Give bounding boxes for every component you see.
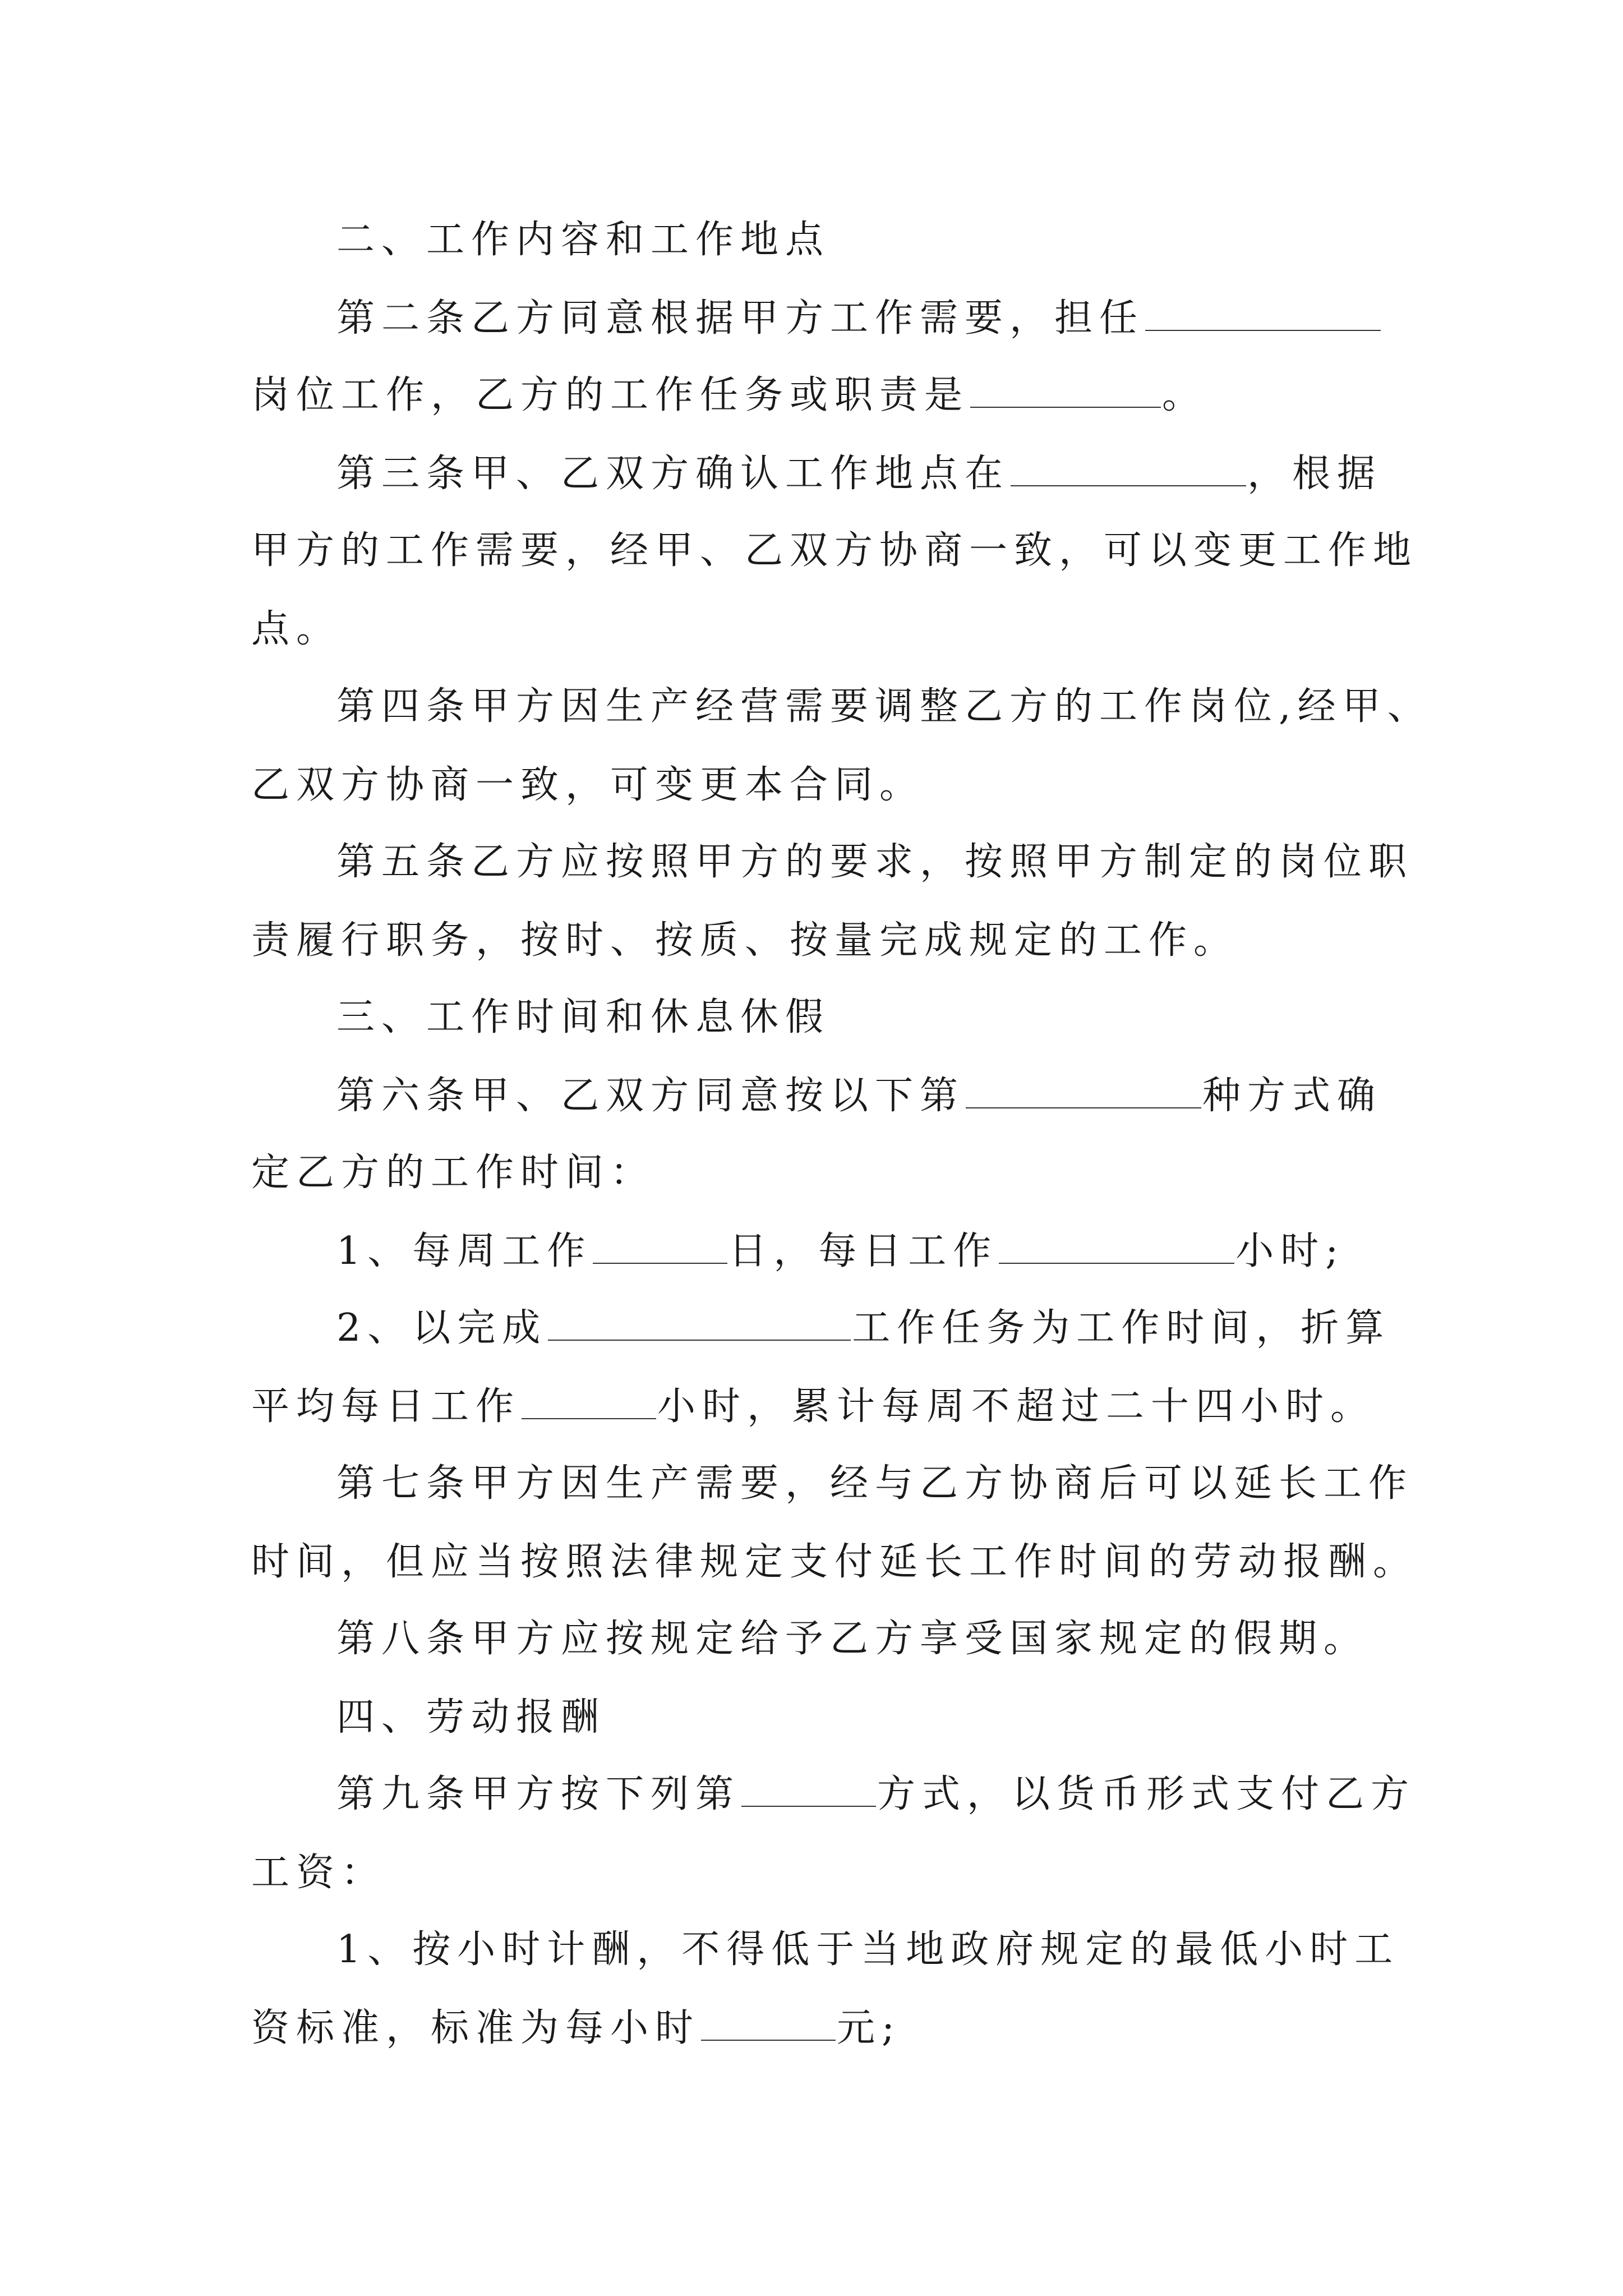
- article-3-line-2: 甲方的工作需要，经甲、乙双方协商一致，可以变更工作地: [251, 528, 1418, 573]
- article-6-line-2: 定乙方的工作时间：: [251, 1151, 656, 1195]
- article-5-line-1: 第五条乙方应按照甲方的要求，按照甲方制定的岗位职: [336, 840, 1414, 884]
- article-7-line-1: 第七条甲方因生产需要，经与乙方协商后可以延长工作: [336, 1461, 1414, 1506]
- article-4-line-1: 第四条甲方因生产经营需要调整乙方的工作岗位,经甲、: [336, 684, 1432, 729]
- schedule-option-2-line-1: 2、以完成 工作任务为工作时间，折算: [0, 1295, 1623, 1362]
- pay-option-1-line-2: 资标准，标准为每小时 元;: [0, 1995, 1623, 2062]
- article-9-line-2: 工资：: [251, 1851, 386, 1895]
- fill-in-blank[interactable]: [701, 2001, 836, 2041]
- fill-in-blank[interactable]: [548, 1301, 851, 1341]
- schedule-option-1: 1、每周工作 日，每日工作 小时;: [0, 1218, 1623, 1285]
- section-heading-working-hours: 三、工作时间和休息休假: [336, 995, 831, 1039]
- fill-in-blank[interactable]: [999, 1225, 1234, 1264]
- section-heading-work-content: 二、工作内容和工作地点: [336, 218, 831, 262]
- fill-in-blank[interactable]: [741, 1768, 876, 1807]
- article-2-line-1: 第二条乙方同意根据甲方工作需要，担任: [0, 285, 1623, 352]
- article-3-line-3: 点。: [251, 607, 342, 651]
- fill-in-blank[interactable]: [593, 1225, 727, 1264]
- article-9-line-1: 第九条甲方按下列第 方式，以货币形式支付乙方: [0, 1761, 1623, 1828]
- section-heading-remuneration: 四、劳动报酬: [336, 1695, 606, 1740]
- fill-in-blank[interactable]: [966, 1069, 1201, 1108]
- pay-option-1-line-1: 1、按小时计酬，不得低于当地政府规定的最低小时工: [336, 1927, 1400, 1972]
- schedule-option-2-line-2: 平均每日工作 小时，累计每周不超过二十四小时。: [0, 1373, 1623, 1441]
- fill-in-blank[interactable]: [1145, 292, 1381, 331]
- article-8: 第八条甲方应按规定给予乙方享受国家规定的假期。: [336, 1617, 1369, 1661]
- article-7-line-2: 时间，但应当按照法律规定支付延长工作时间的劳动报酬。: [251, 1540, 1418, 1584]
- article-2-line-2: 岗位工作，乙方的工作任务或职责是 。: [0, 362, 1623, 429]
- article-4-line-2: 乙双方协商一致，可变更本合同。: [251, 763, 925, 807]
- fill-in-blank[interactable]: [522, 1380, 656, 1419]
- article-6-line-1: 第六条甲、乙双方同意按以下第 种方式确: [0, 1062, 1623, 1130]
- article-3-line-1: 第三条甲、乙双方确认工作地点在 ，根据: [0, 440, 1623, 508]
- fill-in-blank[interactable]: [970, 369, 1161, 408]
- fill-in-blank[interactable]: [1011, 447, 1246, 486]
- article-5-line-2: 责履行职务，按时、按质、按量完成规定的工作。: [251, 918, 1239, 963]
